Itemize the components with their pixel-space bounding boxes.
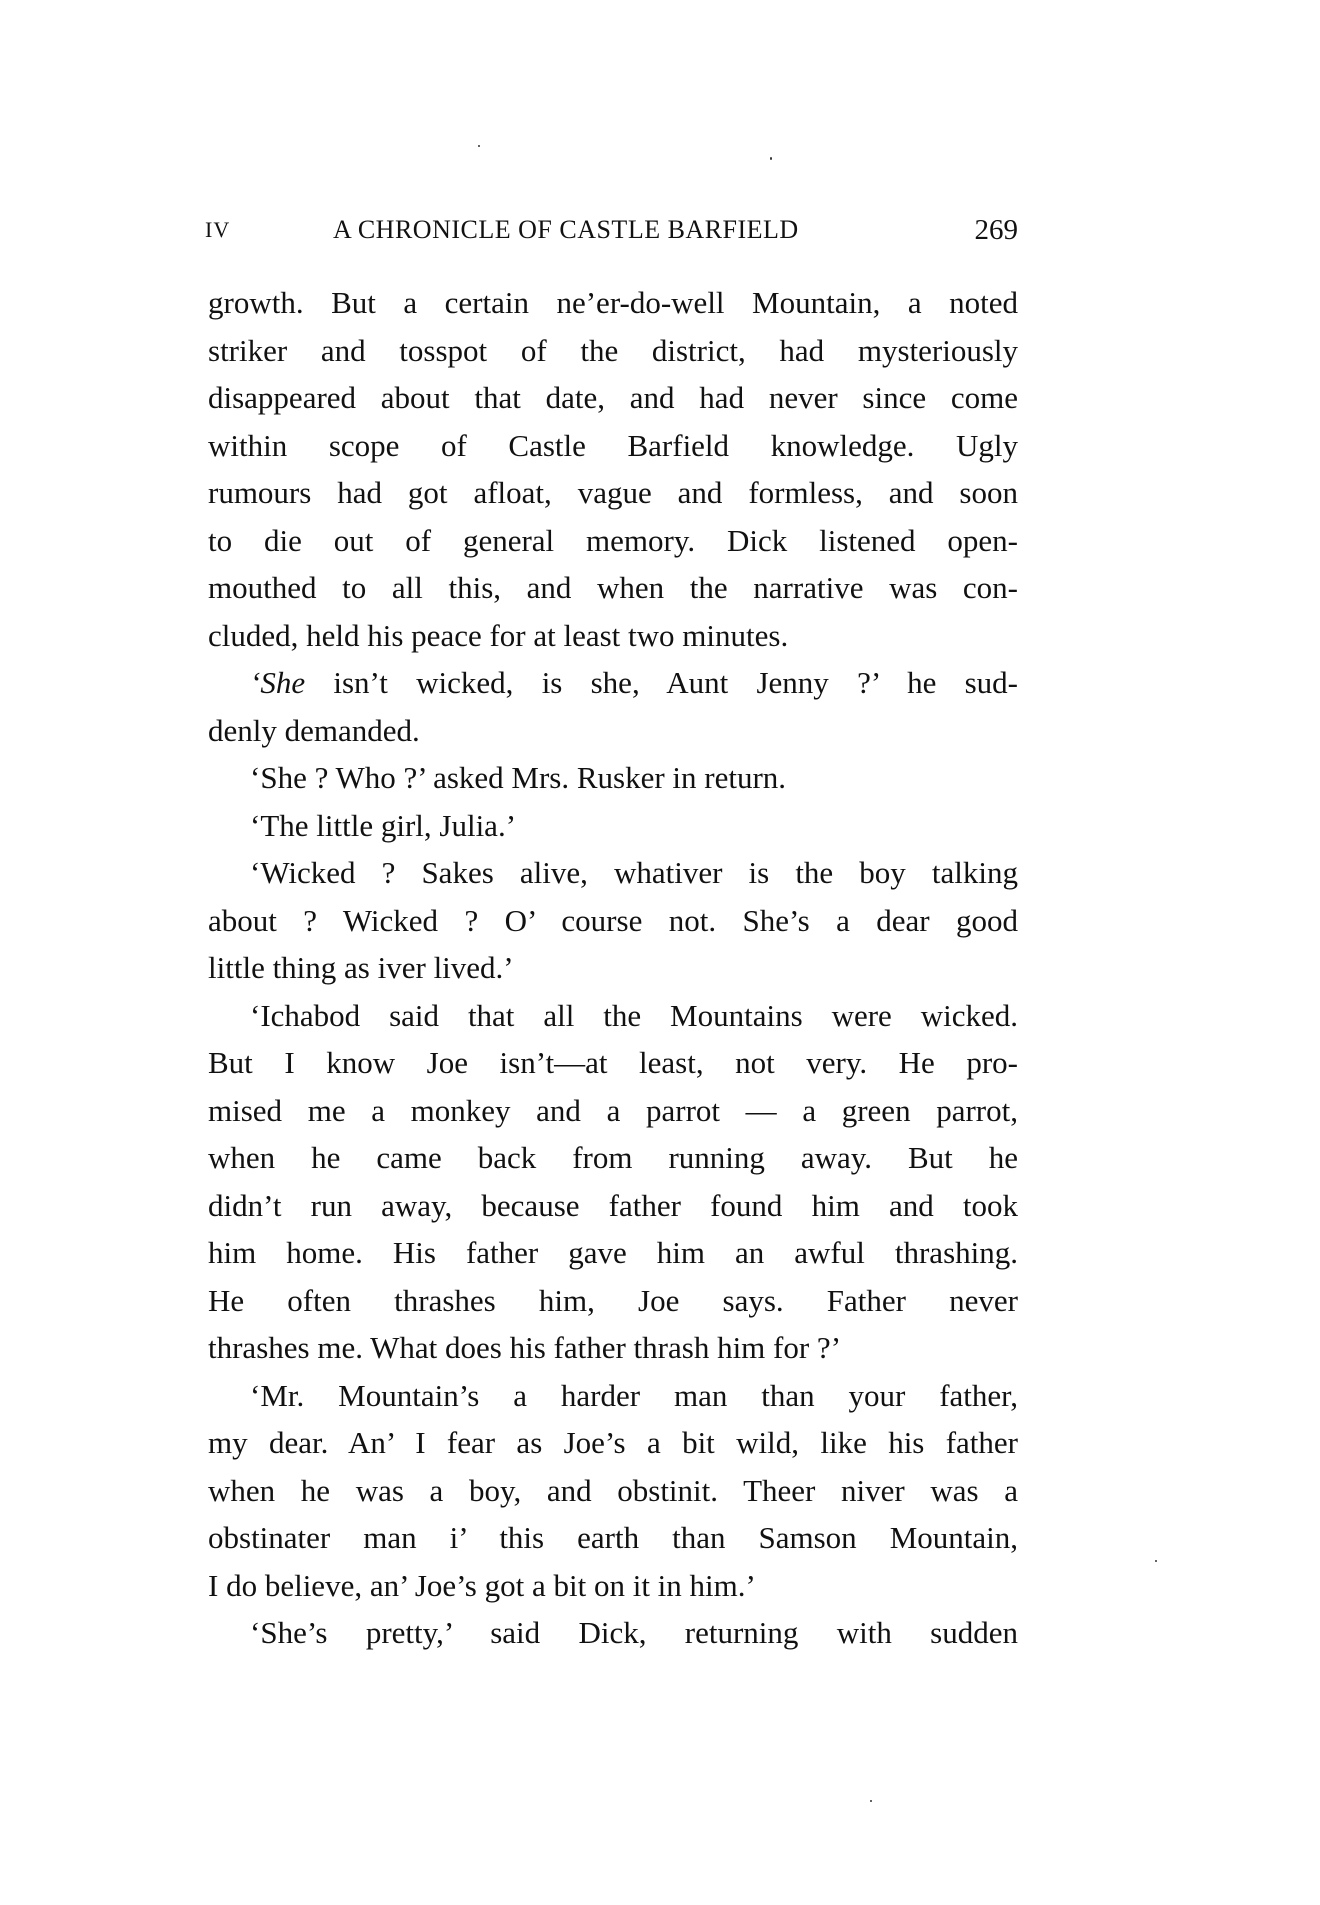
- text-line: when he came back from running away. But he: [208, 1140, 1018, 1175]
- text-line: rumours had got afloat, vague and formless, and soon: [208, 475, 1018, 510]
- text-line: But I know Joe isn’t—at least, not very. He pro-: [208, 1045, 1018, 1080]
- text-line: [208, 659, 1018, 707]
- text-line: cluded, held his peace for at least two minutes.: [208, 617, 789, 653]
- body-text: [208, 279, 1018, 1657]
- text-line: ‘She ? Who ?’ asked Mrs. Rusker in return.: [250, 760, 787, 795]
- text-line: ‘Mr. Mountain’s a harder man than your father,: [250, 1377, 1018, 1413]
- text-line: disappeared about that date, and had never since come: [208, 380, 1018, 415]
- text-line: him home. His father gave him an awful thrashing.: [208, 1235, 1018, 1270]
- scan-speck: [478, 145, 480, 147]
- text-line: little thing as iver lived.’: [208, 950, 514, 985]
- text-line: striker and tosspot of the district, had mysteriously: [208, 332, 1018, 368]
- chapter-number: IV: [205, 217, 231, 242]
- text-line: mised me a monkey and a parrot — a green parrot,: [208, 1092, 1018, 1128]
- text-line: growth. But a certain ne’er-do-well Mountain, a noted: [208, 285, 1018, 320]
- scan-speck: [1155, 1560, 1157, 1562]
- running-title: A CHRONICLE OF CASTLE BARFIELD: [333, 215, 799, 244]
- emphasized-word: ‘She: [250, 665, 306, 700]
- page-number: 269: [974, 214, 1018, 246]
- text-line: within scope of Castle Barfield knowledge. Ugly: [208, 427, 1018, 463]
- text-line: ‘Wicked ? Sakes alive, whativer is the boy talking: [250, 855, 1018, 890]
- text-line: about ? Wicked ? O’ course not. She’s a dear good: [208, 902, 1018, 938]
- text-line: He often thrashes him, Joe says. Father never: [208, 1282, 1018, 1318]
- text-line: didn’t run away, because father found him and took: [208, 1187, 1018, 1223]
- text-line: mouthed to all this, and when the narrative was con-: [208, 570, 1018, 605]
- text-line: thrashes me. What does his father thrash him for ?’: [208, 1330, 842, 1365]
- text-line: I do believe, an’ Joe’s got a bit on it in him.’: [208, 1567, 756, 1603]
- text-line: obstinater man i’ this earth than Samson Mountain,: [208, 1520, 1018, 1555]
- text-line: ‘The little girl, Julia.’: [250, 807, 517, 843]
- scan-speck: [770, 157, 772, 160]
- text-line: ‘She’s pretty,’ said Dick, returning with sudden: [250, 1615, 1018, 1650]
- text-line: when he was a boy, and obstinit. Theer niver was a: [208, 1472, 1018, 1508]
- text-line: to die out of general memory. Dick listened open-: [208, 522, 1018, 558]
- text-line: my dear. An’ I fear as Joe’s a bit wild, like his father: [208, 1425, 1018, 1460]
- running-header: [205, 212, 1020, 248]
- text-line-rest: isn’t wicked, is she, Aunt Jenny ?’ he sud-: [333, 665, 1018, 700]
- text-line: ‘Ichabod said that all the Mountains were wicked.: [250, 997, 1018, 1033]
- scan-speck: [870, 1800, 872, 1802]
- text-line: denly demanded.: [208, 712, 420, 748]
